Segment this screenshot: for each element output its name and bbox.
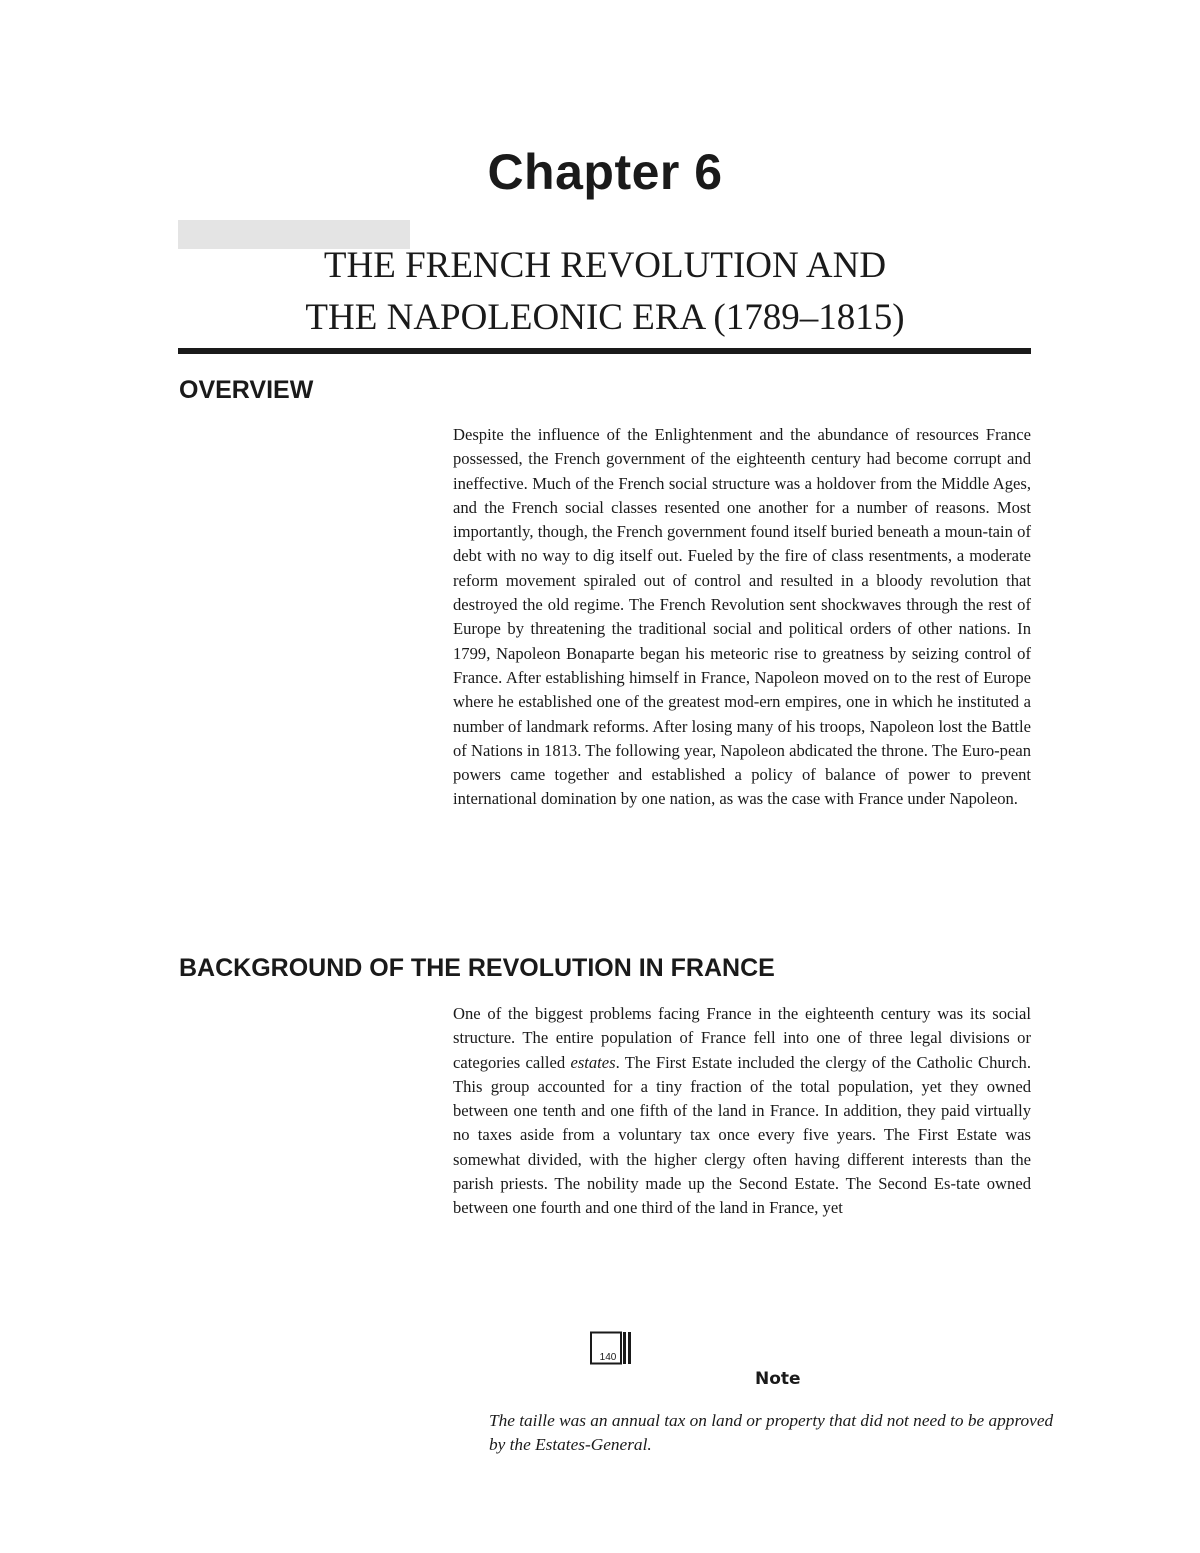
estates-term: estates [570,1052,616,1072]
note-label: Note [755,1369,801,1389]
overview-body [453,423,1031,812]
chapter-title-line-1: THE FRENCH REVOLUTION AND [323,245,887,286]
background-paragraph [453,1002,1031,1221]
chapter-title-line-2: THE NAPOLEONIC ERA (1789–1815) [305,297,905,338]
chapter-title [0,240,1200,344]
chapter-label: Chapter 6 [487,144,723,200]
background-text-part-1: One of the biggest problems facing France in the eighteenth century was its social structure. The entire population of France fell into one of three legal divisions or categories called [453,1004,1031,1072]
overview-heading: OVERVIEW [179,376,314,404]
overview-paragraph: Despite the influence of the Enlightenment and the abundance of resources France possessed, the French government of the eighteenth century had become corrupt and ineffective. Much of the French social structure was a holdover from the Middle Ages, and the French social classes resented one another for a number of reasons. Most importantly, though, the French government found itself buried beneath a moun-tain of debt with no way to dig itself out. Fueled by the fire of class resentments, a moderate reform movement spiraled out of control and resulted in a bloody revolution that destroyed the old regime. The French Revolution sent shockwaves through the rest of Europe by threatening the traditional social and political orders of other nations. In 1799, Napoleon Bonaparte began his meteoric rise to greatness by seizing control of France. After establishing himself in France, Napoleon moved on to the rest of Europe where he established one of the greatest mod-ern empires, one in which he instituted a number of landmark reforms. After losing many of his troops, Napoleon lost the Battle of Nations in 1813. The following year, Napoleon abdicated the throne. The Euro-pean powers came together and established a policy of balance of power to prevent international domination by one nation, as was the case with France under Napoleon. [453,425,1031,809]
background-body [453,1002,1031,1221]
title-rule [178,348,1031,354]
note-text: The taille was an annual tax on land or property that did not need to be approved by the Estates-General. [489,1411,1054,1454]
background-heading: BACKGROUND OF THE REVOLUTION IN FRANCE [179,954,775,982]
background-text-part-2: . The First Estate included the clergy of the Catholic Church. This group accounted for a tiny fraction of the total population, yet they owned between one tenth and one fifth of the land in France. In addition, they paid virtually no taxes aside from a voluntary tax once every five years. The First Estate was somewhat divided, with the higher clergy often having different interests than the parish priests. The nobility made up the Second Estate. The Second Es-tate owned between one fourth and one third of the land in France, yet [453,1052,1031,1218]
page-number: 140 [599,1352,617,1363]
